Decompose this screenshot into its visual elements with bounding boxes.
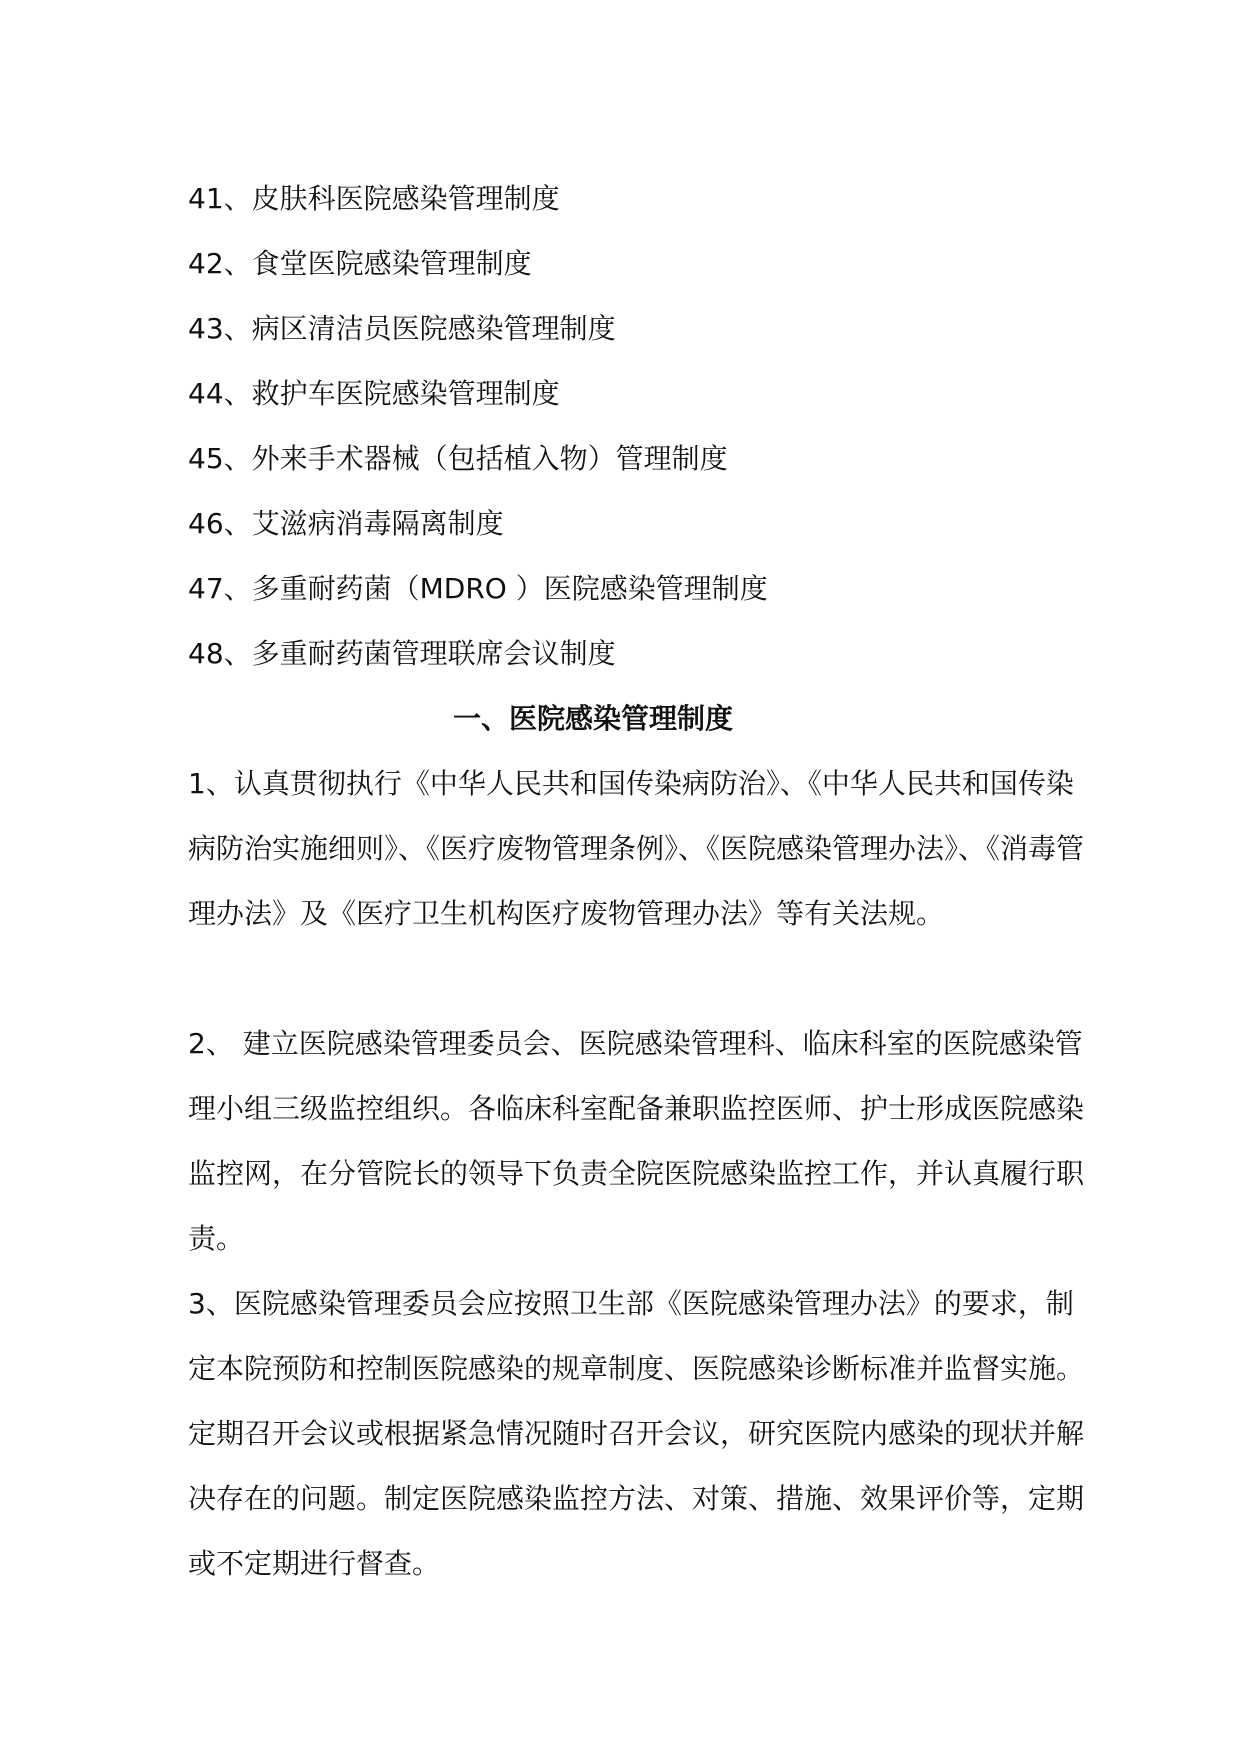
toc-item: 42、食堂医院感染管理制度 <box>188 247 532 280</box>
toc-item: 46、艾滋病消毒隔离制度 <box>188 507 504 540</box>
toc-item: 44、救护车医院感染管理制度 <box>188 377 560 410</box>
paragraph-3: 3、医院感染管理委员会应按照卫生部《医院感染管理办法》的要求，制定本院预防和控制医院感染的规章制度、医院感染诊断标准并监督实施。定期召开会议或根据紧急情况随时召开会议，研究医院内感染的现状并解决存在的问题。制定医院感染监控方法、对策、措施、效果评价等，定期或不定期进行督查。 <box>188 1287 1085 1580</box>
document-content <box>188 166 1088 1596</box>
section-title: 一、医院感染管理制度 <box>452 702 733 735</box>
toc-item: 48、多重耐药菌管理联席会议制度 <box>188 637 616 670</box>
paragraph-2: 2、 建立医院感染管理委员会、医院感染管理科、临床科室的医院感染管理小组三级监控组织。各临床科室配备兼职监控医师、护士形成医院感染监控网，在分管院长的领导下负责全院医院感染监控工作，并认真履行职责。 <box>188 1027 1085 1255</box>
paragraph-spacer <box>188 946 1088 1011</box>
table-of-contents <box>188 166 1088 686</box>
toc-item: 43、病区清洁员医院感染管理制度 <box>188 312 616 345</box>
paragraph-1: 1、认真贯彻执行《中华人民共和国传染病防治》、《中华人民共和国传染病防治实施细则》、《医疗废物管理条例》、《医院感染管理办法》、《消毒管理办法》及《医疗卫生机构医疗废物管理办法》等有关法规。 <box>188 767 1085 930</box>
toc-item: 41、皮肤科医院感染管理制度 <box>188 182 560 215</box>
toc-item: 45、外来手术器械（包括植入物）管理制度 <box>188 442 728 475</box>
toc-item: 47、多重耐药菌（MDRO ）医院感染管理制度 <box>188 572 768 605</box>
